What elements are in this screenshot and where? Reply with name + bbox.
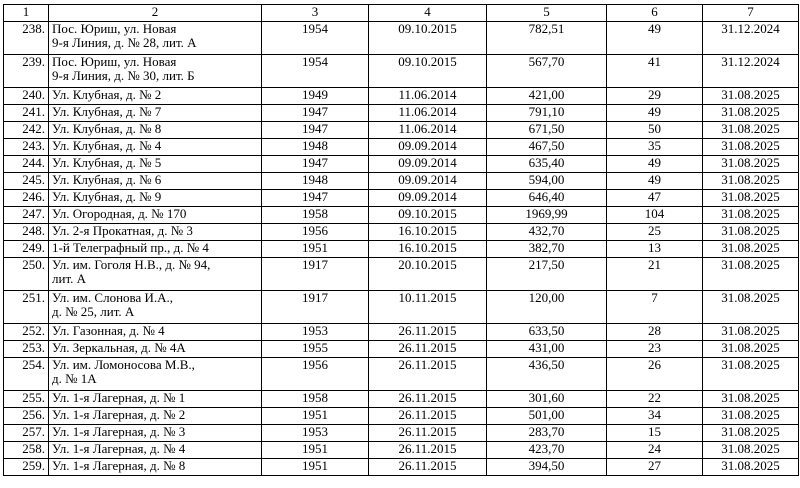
area-cell: 394,50 <box>487 459 607 476</box>
address-cell: Ул. Клубная, д. № 9 <box>49 190 262 207</box>
count-cell: 13 <box>607 241 703 258</box>
date-cell: 09.10.2015 <box>369 207 487 224</box>
row-number-cell: 253. <box>4 341 49 358</box>
table-row <box>4 341 799 358</box>
count-cell: 15 <box>607 425 703 442</box>
deadline-cell: 31.08.2025 <box>703 391 799 408</box>
address-cell: Ул. 1-я Лагерная, д. № 2 <box>49 408 262 425</box>
date-cell: 09.09.2014 <box>369 190 487 207</box>
deadline-cell: 31.08.2025 <box>703 122 799 139</box>
row-number-cell: 255. <box>4 391 49 408</box>
area-cell: 431,00 <box>487 341 607 358</box>
deadline-cell: 31.08.2025 <box>703 291 799 324</box>
address-cell: Ул. Клубная, д. № 2 <box>49 88 262 105</box>
address-cell: Ул. Огородная, д. № 170 <box>49 207 262 224</box>
address-cell: Ул. 1-я Лагерная, д. № 8 <box>49 459 262 476</box>
address-cell: Ул. 2-я Прокатная, д. № 3 <box>49 224 262 241</box>
date-cell: 20.10.2015 <box>369 258 487 291</box>
count-cell: 23 <box>607 341 703 358</box>
building-table <box>3 4 799 476</box>
year-built-cell: 1951 <box>262 408 369 425</box>
year-built-cell: 1947 <box>262 122 369 139</box>
deadline-cell: 31.08.2025 <box>703 224 799 241</box>
table-row <box>4 173 799 190</box>
column-header: 7 <box>703 5 799 22</box>
deadline-cell: 31.08.2025 <box>703 190 799 207</box>
area-cell: 791,10 <box>487 105 607 122</box>
date-cell: 26.11.2015 <box>369 425 487 442</box>
address-cell: Ул. им. Слонова И.А., д. № 25, лит. А <box>49 291 262 324</box>
address-cell: Пос. Юриш, ул. Новая 9-я Линия, д. № 30, лит. Б <box>49 55 262 88</box>
deadline-cell: 31.08.2025 <box>703 425 799 442</box>
area-cell: 217,50 <box>487 258 607 291</box>
row-number-cell: 256. <box>4 408 49 425</box>
year-built-cell: 1956 <box>262 358 369 391</box>
year-built-cell: 1953 <box>262 425 369 442</box>
address-cell: Ул. 1-я Лагерная, д. № 1 <box>49 391 262 408</box>
area-cell: 501,00 <box>487 408 607 425</box>
date-cell: 16.10.2015 <box>369 241 487 258</box>
year-built-cell: 1947 <box>262 156 369 173</box>
count-cell: 49 <box>607 105 703 122</box>
table-row <box>4 258 799 291</box>
count-cell: 49 <box>607 22 703 55</box>
address-cell: 1-й Телеграфный пр., д. № 4 <box>49 241 262 258</box>
date-cell: 11.06.2014 <box>369 122 487 139</box>
deadline-cell: 31.08.2025 <box>703 408 799 425</box>
address-cell: Ул. им. Гоголя Н.В., д. № 94, лит. А <box>49 258 262 291</box>
table-row <box>4 224 799 241</box>
table-row <box>4 122 799 139</box>
count-cell: 49 <box>607 156 703 173</box>
year-built-cell: 1958 <box>262 207 369 224</box>
year-built-cell: 1951 <box>262 241 369 258</box>
area-cell: 301,60 <box>487 391 607 408</box>
table-row <box>4 190 799 207</box>
date-cell: 11.06.2014 <box>369 105 487 122</box>
count-cell: 34 <box>607 408 703 425</box>
area-cell: 382,70 <box>487 241 607 258</box>
table-row <box>4 459 799 476</box>
count-cell: 35 <box>607 139 703 156</box>
year-built-cell: 1951 <box>262 442 369 459</box>
area-cell: 646,40 <box>487 190 607 207</box>
date-cell: 26.11.2015 <box>369 442 487 459</box>
deadline-cell: 31.08.2025 <box>703 173 799 190</box>
row-number-cell: 254. <box>4 358 49 391</box>
row-number-cell: 250. <box>4 258 49 291</box>
date-cell: 11.06.2014 <box>369 88 487 105</box>
deadline-cell: 31.08.2025 <box>703 258 799 291</box>
address-cell: Ул. Клубная, д. № 7 <box>49 105 262 122</box>
area-cell: 633,50 <box>487 324 607 341</box>
row-number-cell: 259. <box>4 459 49 476</box>
year-built-cell: 1958 <box>262 391 369 408</box>
address-cell: Ул. Клубная, д. № 6 <box>49 173 262 190</box>
date-cell: 26.11.2015 <box>369 324 487 341</box>
area-cell: 432,70 <box>487 224 607 241</box>
year-built-cell: 1954 <box>262 22 369 55</box>
row-number-cell: 257. <box>4 425 49 442</box>
address-cell: Ул. им. Ломоносова М.В., д. № 1А <box>49 358 262 391</box>
date-cell: 09.09.2014 <box>369 156 487 173</box>
table-row <box>4 88 799 105</box>
year-built-cell: 1956 <box>262 224 369 241</box>
year-built-cell: 1917 <box>262 291 369 324</box>
table-row <box>4 55 799 88</box>
date-cell: 09.10.2015 <box>369 22 487 55</box>
date-cell: 26.11.2015 <box>369 408 487 425</box>
deadline-cell: 31.08.2025 <box>703 459 799 476</box>
year-built-cell: 1954 <box>262 55 369 88</box>
address-cell: Ул. Клубная, д. № 5 <box>49 156 262 173</box>
count-cell: 24 <box>607 442 703 459</box>
area-cell: 671,50 <box>487 122 607 139</box>
row-number-cell: 239. <box>4 55 49 88</box>
deadline-cell: 31.08.2025 <box>703 324 799 341</box>
deadline-cell: 31.08.2025 <box>703 241 799 258</box>
row-number-cell: 249. <box>4 241 49 258</box>
column-header: 2 <box>49 5 262 22</box>
row-number-cell: 242. <box>4 122 49 139</box>
table-row <box>4 207 799 224</box>
area-cell: 436,50 <box>487 358 607 391</box>
date-cell: 16.10.2015 <box>369 224 487 241</box>
row-number-cell: 252. <box>4 324 49 341</box>
address-cell: Ул. Клубная, д. № 8 <box>49 122 262 139</box>
count-cell: 25 <box>607 224 703 241</box>
row-number-cell: 247. <box>4 207 49 224</box>
table-row <box>4 324 799 341</box>
deadline-cell: 31.12.2024 <box>703 55 799 88</box>
deadline-cell: 31.08.2025 <box>703 156 799 173</box>
year-built-cell: 1948 <box>262 173 369 190</box>
year-built-cell: 1949 <box>262 88 369 105</box>
row-number-cell: 251. <box>4 291 49 324</box>
table-row <box>4 442 799 459</box>
area-cell: 120,00 <box>487 291 607 324</box>
count-cell: 47 <box>607 190 703 207</box>
address-cell: Ул. Газонная, д. № 4 <box>49 324 262 341</box>
deadline-cell: 31.08.2025 <box>703 341 799 358</box>
deadline-cell: 31.08.2025 <box>703 207 799 224</box>
count-cell: 50 <box>607 122 703 139</box>
deadline-cell: 31.08.2025 <box>703 442 799 459</box>
date-cell: 09.09.2014 <box>369 139 487 156</box>
column-header: 6 <box>607 5 703 22</box>
area-cell: 567,70 <box>487 55 607 88</box>
count-cell: 26 <box>607 358 703 391</box>
count-cell: 41 <box>607 55 703 88</box>
address-cell: Пос. Юриш, ул. Новая 9-я Линия, д. № 28, лит. А <box>49 22 262 55</box>
table-row <box>4 22 799 55</box>
area-cell: 635,40 <box>487 156 607 173</box>
column-header: 3 <box>262 5 369 22</box>
column-header: 1 <box>4 5 49 22</box>
table-row <box>4 105 799 122</box>
table-body <box>4 22 799 476</box>
year-built-cell: 1948 <box>262 139 369 156</box>
address-cell: Ул. 1-я Лагерная, д. № 3 <box>49 425 262 442</box>
year-built-cell: 1947 <box>262 190 369 207</box>
year-built-cell: 1917 <box>262 258 369 291</box>
row-number-cell: 248. <box>4 224 49 241</box>
table-row <box>4 358 799 391</box>
area-cell: 423,70 <box>487 442 607 459</box>
year-built-cell: 1947 <box>262 105 369 122</box>
date-cell: 26.11.2015 <box>369 391 487 408</box>
address-cell: Ул. Клубная, д. № 4 <box>49 139 262 156</box>
row-number-cell: 238. <box>4 22 49 55</box>
date-cell: 26.11.2015 <box>369 358 487 391</box>
area-cell: 594,00 <box>487 173 607 190</box>
area-cell: 782,51 <box>487 22 607 55</box>
row-number-cell: 258. <box>4 442 49 459</box>
table-row <box>4 391 799 408</box>
count-cell: 49 <box>607 173 703 190</box>
row-number-cell: 246. <box>4 190 49 207</box>
table-row <box>4 408 799 425</box>
date-cell: 09.10.2015 <box>369 55 487 88</box>
date-cell: 26.11.2015 <box>369 341 487 358</box>
deadline-cell: 31.12.2024 <box>703 22 799 55</box>
area-cell: 467,50 <box>487 139 607 156</box>
date-cell: 10.11.2015 <box>369 291 487 324</box>
year-built-cell: 1953 <box>262 324 369 341</box>
count-cell: 22 <box>607 391 703 408</box>
header-row <box>4 5 799 22</box>
area-cell: 421,00 <box>487 88 607 105</box>
table-row <box>4 241 799 258</box>
table-row <box>4 139 799 156</box>
count-cell: 29 <box>607 88 703 105</box>
deadline-cell: 31.08.2025 <box>703 105 799 122</box>
year-built-cell: 1955 <box>262 341 369 358</box>
count-cell: 28 <box>607 324 703 341</box>
count-cell: 7 <box>607 291 703 324</box>
area-cell: 1969,99 <box>487 207 607 224</box>
date-cell: 26.11.2015 <box>369 459 487 476</box>
row-number-cell: 245. <box>4 173 49 190</box>
row-number-cell: 244. <box>4 156 49 173</box>
deadline-cell: 31.08.2025 <box>703 88 799 105</box>
table-row <box>4 156 799 173</box>
address-cell: Ул. Зеркальная, д. № 4А <box>49 341 262 358</box>
row-number-cell: 240. <box>4 88 49 105</box>
deadline-cell: 31.08.2025 <box>703 139 799 156</box>
count-cell: 104 <box>607 207 703 224</box>
address-cell: Ул. 1-я Лагерная, д. № 4 <box>49 442 262 459</box>
column-header: 4 <box>369 5 487 22</box>
row-number-cell: 241. <box>4 105 49 122</box>
table-row <box>4 425 799 442</box>
date-cell: 09.09.2014 <box>369 173 487 190</box>
table-row <box>4 291 799 324</box>
count-cell: 21 <box>607 258 703 291</box>
year-built-cell: 1951 <box>262 459 369 476</box>
deadline-cell: 31.08.2025 <box>703 358 799 391</box>
column-header: 5 <box>487 5 607 22</box>
count-cell: 27 <box>607 459 703 476</box>
row-number-cell: 243. <box>4 139 49 156</box>
area-cell: 283,70 <box>487 425 607 442</box>
